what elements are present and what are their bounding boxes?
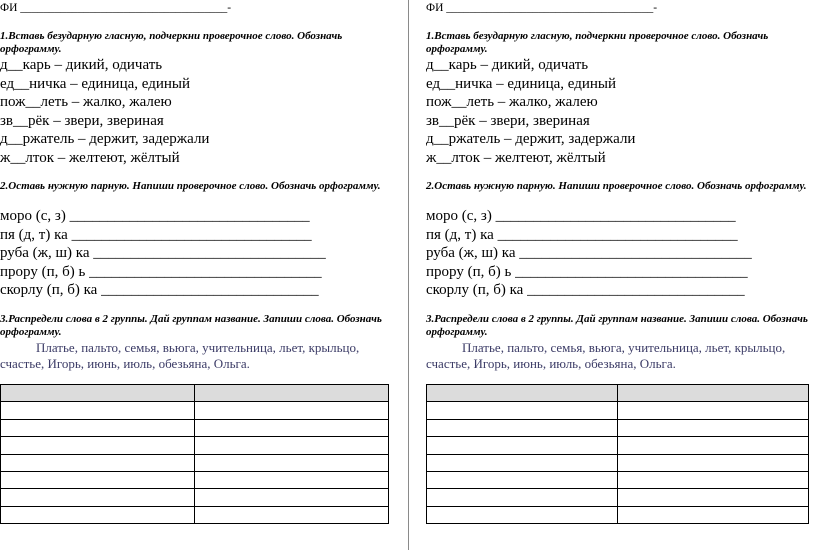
table-cell: [427, 489, 618, 506]
table-row: [427, 437, 809, 454]
table-cell: [1, 489, 195, 506]
table-cell: [618, 419, 809, 436]
name-line: ФИ ____________________________________-: [0, 2, 232, 14]
task2-words: [426, 207, 811, 300]
worksheet-left: [0, 0, 395, 550]
table-cell: [195, 506, 389, 523]
task2-line: пя (д, т) ка ________________________________: [426, 226, 738, 243]
table-row: [427, 402, 809, 419]
table-cell: [427, 506, 618, 523]
table-cell: [618, 385, 809, 402]
table-cell: [427, 437, 618, 454]
table-cell: [618, 402, 809, 419]
task1-line: ед__ничка – единица, единый: [426, 75, 617, 92]
worksheet-right: [426, 0, 811, 550]
table-row: [427, 506, 809, 523]
table-cell: [1, 437, 195, 454]
table-cell: [195, 402, 389, 419]
answer-table: [0, 384, 389, 524]
task2-line: скорлу (п, б) ка _____________________________: [0, 282, 319, 299]
answer-table-body: [1, 385, 389, 524]
page-divider: [408, 0, 409, 550]
task1-line: ж__лток – желтеют, жёлтый: [0, 149, 180, 166]
task3-word-list: [0, 340, 395, 371]
task2-line: пя (д, т) ка ________________________________: [0, 226, 312, 243]
table-cell: [195, 471, 389, 488]
table-cell: [1, 385, 195, 402]
table-cell: [195, 385, 389, 402]
task3-word-list: [426, 340, 811, 371]
task1-line: зв__рёк – звери, звериная: [0, 112, 164, 129]
table-cell: [1, 419, 195, 436]
table-cell: [1, 454, 195, 471]
table-row: [427, 454, 809, 471]
table-row: [427, 419, 809, 436]
table-cell: [195, 437, 389, 454]
table-cell: [618, 506, 809, 523]
table-row: [1, 506, 389, 523]
word-list-line: счастье, Игорь, июнь, июль, обезьяна, Ольга.: [0, 355, 250, 371]
task1-line: д__карь – дикий, одичать: [0, 57, 163, 73]
word-list-line: Платье, пальто, семья, вьюга, учительница, льет, крыльцо,: [36, 340, 360, 355]
task1-words: [426, 56, 811, 168]
task2-title: 2.Оставь нужную парную. Напиши проверочное слово. Обозначь орфограмму.: [426, 180, 807, 192]
table-row: [1, 454, 389, 471]
table-cell: [195, 489, 389, 506]
task1-line: д__карь – дикий, одичать: [426, 57, 589, 73]
table-cell: [1, 471, 195, 488]
table-row: [1, 385, 389, 402]
task2-line: моро (с, з) ________________________________: [426, 208, 736, 224]
table-row: [1, 402, 389, 419]
task1-words: [0, 56, 395, 168]
task1-line: д__ржатель – держит, задержали: [426, 131, 636, 148]
task2-line: руба (ж, ш) ка _______________________________: [0, 245, 326, 262]
name-line: ФИ ____________________________________-: [426, 2, 658, 14]
table-row: [427, 489, 809, 506]
table-row: [1, 489, 389, 506]
task2-line: прору (п, б) ь _______________________________: [426, 263, 748, 280]
task1-line: пож__леть – жалко, жалею: [0, 94, 172, 111]
table-cell: [1, 402, 195, 419]
task1-title: 1.Вставь безударную гласную, подчеркни проверочное слово. Обозначь орфограмму.: [426, 30, 769, 55]
table-cell: [427, 385, 618, 402]
task2-line: руба (ж, ш) ка _______________________________: [426, 245, 752, 262]
table-cell: [195, 454, 389, 471]
task1-line: зв__рёк – звери, звериная: [426, 112, 590, 129]
task1-line: ед__ничка – единица, единый: [0, 75, 191, 92]
task2-words: [0, 207, 395, 300]
table-row: [1, 437, 389, 454]
table-cell: [427, 454, 618, 471]
table-cell: [618, 454, 809, 471]
table-cell: [195, 419, 389, 436]
task1-title: 1.Вставь безударную гласную, подчеркни проверочное слово. Обозначь орфограмму.: [0, 30, 343, 55]
task2-line: моро (с, з) ________________________________: [0, 208, 310, 224]
word-list-line: Платье, пальто, семья, вьюга, учительница, льет, крыльцо,: [462, 340, 786, 355]
table-cell: [1, 506, 195, 523]
table-cell: [618, 437, 809, 454]
table-cell: [618, 489, 809, 506]
task2-title: 2.Оставь нужную парную. Напиши проверочное слово. Обозначь орфограмму.: [0, 180, 381, 192]
answer-table-body: [427, 385, 809, 524]
table-row: [1, 419, 389, 436]
table-cell: [618, 471, 809, 488]
task2-line: прору (п, б) ь _______________________________: [0, 263, 322, 280]
table-cell: [427, 402, 618, 419]
task3-title: 3.Распредели слова в 2 группы. Дай группам название. Запиши слова. Обозначь орфограмму.: [426, 313, 808, 338]
word-list-line: счастье, Игорь, июнь, июль, обезьяна, Ольга.: [426, 355, 676, 371]
table-row: [427, 471, 809, 488]
answer-table: [426, 384, 809, 524]
table-cell: [427, 471, 618, 488]
table-cell: [427, 419, 618, 436]
task2-line: скорлу (п, б) ка _____________________________: [426, 282, 745, 299]
task1-line: ж__лток – желтеют, жёлтый: [426, 149, 606, 166]
table-row: [1, 471, 389, 488]
task1-line: пож__леть – жалко, жалею: [426, 94, 598, 111]
task1-line: д__ржатель – держит, задержали: [0, 131, 210, 148]
task3-title: 3.Распредели слова в 2 группы. Дай группам название. Запиши слова. Обозначь орфограмму.: [0, 313, 382, 338]
table-row: [427, 385, 809, 402]
